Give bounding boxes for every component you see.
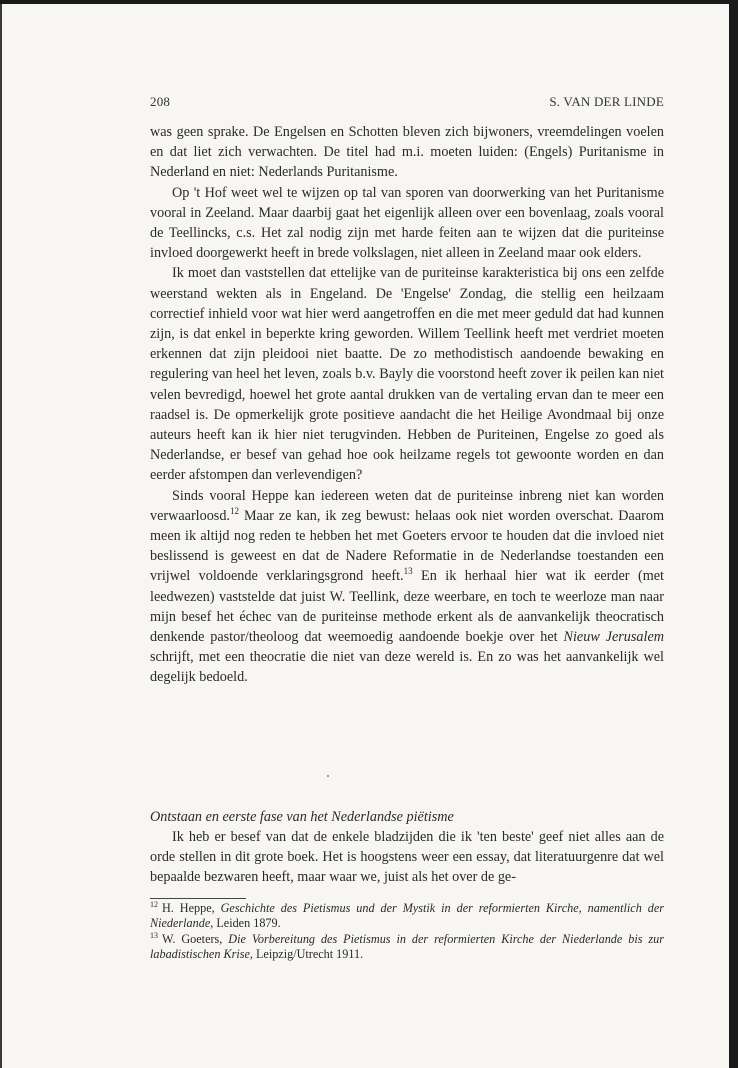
page-number: 208 [150,94,171,109]
paragraph-4-part-4: schrijft, met een theocratie die niet van deze wereld is. En zo was het aanvankelijk wel degelijk bedoeld. [150,649,664,686]
paragraph-4 [150,486,664,688]
body-text [150,122,664,688]
footnote-13-author: W. Goeters, [162,932,229,947]
paragraph-1: was geen sprake. De Engelsen en Schotten bleven zich bijwoners, vreemdelingen voelen en dat liet zich verwachten. De titel had m.i. moeten luiden: (Engels) Puritanisme in Nederland en niet: Nederlands Puritanisme. [150,124,664,181]
footnote-13-title: Die Vorbereitung des Pietismus in der reformierten Kirche der Niederlande bis zur labadistischen Krise [150,932,664,961]
paragraph-4-part-1: Sinds vooral Heppe kan iedereen weten dat de puriteinse inbreng niet kan worden verwaarloosd. [150,487,664,524]
footnote-12-title: Geschichte des Pietismus und der Mystik in der reformierten Kirche, namentlich der Niederlande [150,901,664,930]
book-title-italic: Nieuw Jerusalem [563,629,664,646]
section-paragraph: Ik heb er besef van dat de enkele bladzijden die ik 'ten beste' geef niet alles aan de orde stellen in dit grote boek. Het is hoogstens weer een essay, dat literatuurgenre dat wel bepaalde bezwaren heeft, maar waar we, juist als het over de ge- [150,829,664,886]
section-body [150,827,664,888]
footnote-12-imprint: , Leiden 1879. [210,915,281,930]
scan-speck [327,775,329,777]
section-heading: Ontstaan en eerste fase van het Nederlandse piëtisme [150,809,454,825]
footnote-number-13: 13 [150,931,158,941]
footnote-rule [150,898,246,899]
scan-border-right [729,0,738,1068]
footnote-12 [150,901,664,930]
footnote-12-author: H. Heppe, [162,901,221,915]
paragraph-3: Ik moet dan vaststellen dat ettelijke van de puriteinse karakteristica bij ons een zelfde weerstand wekten als in Engeland. De 'Engelse' Zondag, die stellig een heilzaam correctief inhield voor wat hier werd aangetroffen en die met meer geduld dat had kunnen zijn, is dat enkel in beperkte kring geworden. Willem Teellink heeft met verdriet moeten erkennen dat zijn pleidooi niet baatte. De zo methodistisch aandoende bewaking en regulering van heel het leven, zoals b.v. Bayly die voorstond heeft zover ik peilen kan niet velen bevredigd, hoewel het grote aantal drukken van de vertaling ervan dan te meer een raadsel is. De opmerkelijk grote positieve aandacht die het Heilige Avondmaal bij onze auteurs heeft kan ik hier niet terugvinden. Hebben de Puriteinen, Engelse zo goed als Nederlandse, er besef van gehad hoe ook heilzame regels tot gewoonte worden en dan eerder afstompen dan verlevendigen? [150,265,664,484]
footnotes [150,901,664,963]
footnote-ref-12: 12 [229,505,239,516]
footnote-13 [150,932,664,961]
footnote-13-imprint: , Leipzig/Utrecht 1911. [249,946,364,961]
paragraph-4-part-2: Maar ze kan, ik zeg bewust: helaas ook niet worden overschat. Daarom meen ik altijd nog reden te hebben het met Goeters ervoor te houden dat die invloed niet beslissend is geweest en dat de Nadere Reformatie in de Nederlandse toestanden een vrijwel voldoende verklaringsgrond heeft. [150,507,664,585]
footnote-ref-13: 13 [403,566,413,577]
running-header [150,94,664,114]
paragraph-4-part-3: En ik herhaal hier wat ik eerder (met leedwezen) vaststelde dat juist W. Teellink, deze weerbare, en toch te weerloze man naar mijn besef het échec van de puriteinse methode erkent als de aanvankelijk theocratisch denkende pastor/theoloog dat weemoedig aandoende boekje over het [150,568,664,646]
footnote-number-12: 12 [150,900,158,909]
paragraph-2: Op 't Hof weet wel te wijzen op tal van sporen van doorwerking van het Puritanisme vooral in Zeeland. Maar daarbij gaat het eigenlijk alleen over een bovenlaag, zoals vooral de Teellincks, c.s. Het zal nodig zijn met harde feiten aan te wijzen dat die puriteinse invloed doorgewerkt heeft in brede volkslagen, niet alleen in Zeeland maar ook elders. [150,184,664,262]
running-head-author: S. VAN DER LINDE [549,94,664,109]
